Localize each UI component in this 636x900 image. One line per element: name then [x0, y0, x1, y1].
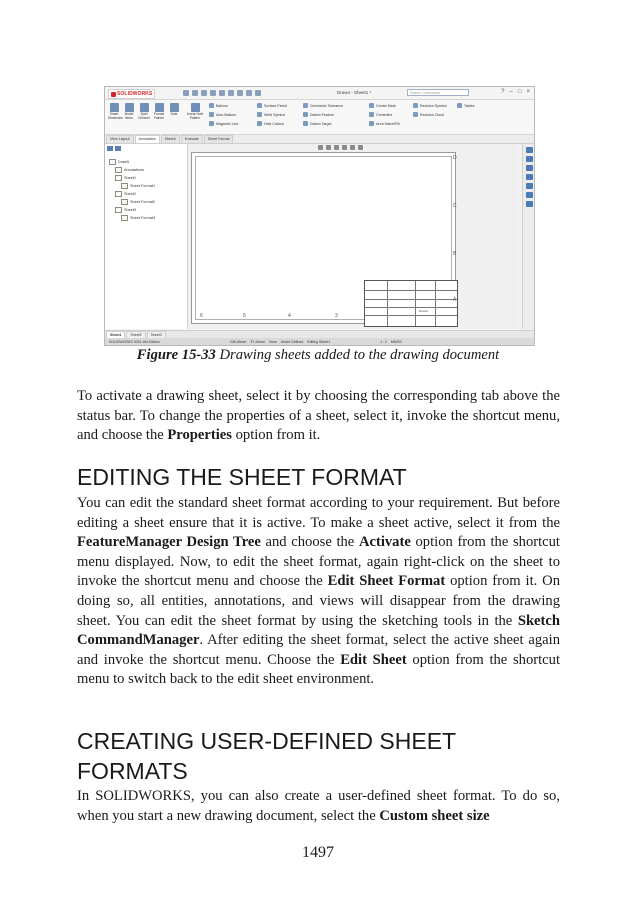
heading-user-defined-sheet-formats: CREATING USER-DEFINED SHEET FORMATS: [77, 728, 456, 784]
previous-view-icon[interactable]: [334, 145, 339, 150]
panel-toolbar: [107, 146, 121, 151]
surface-finish-icon: [257, 103, 262, 108]
tree-item-sheet1[interactable]: Sheet1: [109, 174, 155, 182]
revision-cloud-icon: [413, 112, 418, 117]
design-library-icon[interactable]: [526, 156, 533, 162]
tables-button[interactable]: Tables: [457, 103, 474, 108]
custom-properties-icon[interactable]: [526, 192, 533, 198]
datum-feature-button[interactable]: Datum Feature: [303, 112, 334, 117]
solidworks-logo[interactable]: [108, 89, 155, 99]
datum-target-icon: [303, 121, 308, 126]
zone-letters-right: D C B A: [453, 155, 457, 303]
zone-number: 5: [243, 313, 246, 319]
quick-access-toolbar: [183, 90, 261, 96]
heads-up-toolbar: [318, 145, 363, 150]
document-title: Draw4 - Sheet1 *: [337, 90, 372, 95]
area-hatch-button[interactable]: Area Hatch/Fill: [369, 121, 400, 126]
heading-editing-sheet-format: EDITING THE SHEET FORMAT: [77, 464, 407, 490]
datum-target-button[interactable]: Datum Target: [303, 121, 332, 126]
spell-checker-button[interactable]: Spell Checker: [138, 103, 150, 120]
window-controls: [501, 89, 530, 95]
figure-screenshot: [104, 86, 535, 346]
revision-symbol-button[interactable]: Revision Symbol: [413, 103, 447, 108]
solidworks-resources-icon[interactable]: [526, 147, 533, 153]
open-icon[interactable]: [201, 90, 207, 96]
zone-number: 4: [288, 313, 291, 319]
save-icon[interactable]: [210, 90, 216, 96]
view-palette-icon[interactable]: [526, 174, 533, 180]
sheet-tab-1[interactable]: Sheet1: [106, 331, 125, 339]
property-manager-tab-icon[interactable]: [115, 146, 121, 151]
tree-item-draw[interactable]: Draw5: [109, 158, 155, 166]
balloon-button[interactable]: Balloon: [209, 103, 228, 108]
balloon-icon: [209, 103, 214, 108]
status-bar: SOLIDWORKS 2021 x64 Edition 248.46mm 37.44mm 0mm Under Defined Editing Sheet1 1 : 2 MMGS: [105, 338, 534, 345]
centerline-icon: [369, 112, 374, 117]
tree-item-annotations[interactable]: Annotations: [109, 166, 155, 174]
tables-icon: [457, 103, 462, 108]
note-button[interactable]: Note: [168, 103, 180, 117]
forum-icon[interactable]: [526, 201, 533, 207]
revision-symbol-icon: [413, 103, 418, 108]
featuremanager-tab-icon[interactable]: [107, 146, 113, 151]
print-icon[interactable]: [219, 90, 225, 96]
tab-annotation[interactable]: Annotation: [135, 135, 160, 143]
sheet-format-icon: [121, 183, 128, 189]
rebuild-icon[interactable]: [246, 90, 252, 96]
auto-balloon-icon: [209, 112, 214, 117]
paragraph-editing-sheet-format: You can edit the standard sheet format according to your requirement. But before editing a sheet ensure that it is active. To make a sheet active, select it from the FeatureManager Design Tree and choose the Activate option from the shortcut menu displayed. Now, to edit the sheet format, again right-click on the sheet to invoke the shortcut menu and choose the Edit Sheet Format option from it. On doing so, all entities, annotations, and views will disappear from the drawing sheet. You can edit the sheet format by using the sketching tools in the Sketch CommandManager. After editing the sheet format, select the active sheet again and invoke the shortcut menu. Choose the Edit Sheet option from the shortcut menu to switch back to the edit sheet environment.: [77, 495, 560, 688]
tree-list: [109, 158, 155, 222]
model-items-button[interactable]: Model Items: [123, 103, 135, 120]
tab-sheet-format[interactable]: Sheet Format: [204, 135, 234, 143]
hole-callout-icon: [257, 121, 262, 126]
tree-item-sheet-format1[interactable]: Sheet Format1: [109, 182, 155, 190]
magnetic-line-button[interactable]: Magnetic Line: [209, 121, 238, 126]
weld-symbol-button[interactable]: Weld Symbol: [257, 112, 285, 117]
linear-note-pattern-icon: [191, 103, 200, 112]
appearances-icon[interactable]: [526, 183, 533, 189]
sheet-tabs-bar: [105, 330, 534, 338]
logo-text: SOLIDWORKS: [117, 91, 153, 97]
model-items-icon: [125, 103, 134, 112]
hide-show-icon[interactable]: [358, 145, 363, 150]
sheet-tab-2[interactable]: Sheet2: [126, 331, 145, 339]
tree-item-sheet-format3[interactable]: Sheet Format3: [109, 214, 155, 222]
format-painter-icon: [155, 103, 164, 112]
minimize-icon[interactable]: –: [509, 89, 513, 95]
sheet-icon: [115, 191, 122, 197]
section-view-icon[interactable]: [342, 145, 347, 150]
title-block-label: Draw4: [419, 309, 428, 313]
spell-checker-icon: [140, 103, 149, 112]
home-icon[interactable]: [183, 90, 189, 96]
revision-cloud-button[interactable]: Revision Cloud: [413, 112, 444, 117]
sheet-format-icon: [121, 199, 128, 205]
task-pane: [522, 144, 535, 329]
file-explorer-icon[interactable]: [526, 165, 533, 171]
close-icon[interactable]: ×: [526, 89, 530, 95]
graphics-area[interactable]: [188, 144, 518, 329]
options-icon[interactable]: [255, 90, 261, 96]
sheet-tab-3[interactable]: Sheet3: [147, 331, 166, 339]
sheet-format-icon: [121, 215, 128, 221]
magnetic-line-icon: [209, 121, 214, 126]
note-icon: [170, 103, 179, 112]
display-style-icon[interactable]: [350, 145, 355, 150]
weld-symbol-icon: [257, 112, 262, 117]
logo-icon: [111, 92, 116, 97]
command-tabs: [105, 135, 534, 144]
datum-feature-icon: [303, 112, 308, 117]
tree-item-sheet-format2[interactable]: Sheet Format2: [109, 198, 155, 206]
tab-sketch[interactable]: Sketch: [161, 135, 180, 143]
linear-note-pattern-button[interactable]: Linear Note Pattern: [185, 103, 205, 120]
sheet-icon: [115, 175, 122, 181]
center-mark-button[interactable]: Center Mark: [369, 103, 396, 108]
zone-number: 6: [200, 313, 203, 319]
help-icon[interactable]: ?: [501, 89, 505, 95]
zoom-area-icon[interactable]: [326, 145, 331, 150]
surface-finish-button[interactable]: Surface Finish: [257, 103, 287, 108]
center-mark-icon: [369, 103, 374, 108]
drawing-sheet[interactable]: [191, 152, 456, 324]
zoom-to-fit-icon[interactable]: [318, 145, 323, 150]
figure-caption: [0, 347, 636, 364]
tab-evaluate[interactable]: Evaluate: [181, 135, 203, 143]
maximize-icon[interactable]: □: [517, 89, 522, 95]
new-document-icon[interactable]: [192, 90, 198, 96]
format-painter-button[interactable]: Format Painter: [153, 103, 165, 120]
smart-dimension-icon: [110, 103, 119, 112]
sheet-icon: [115, 207, 122, 213]
hole-callout-button[interactable]: Hole Callout: [257, 121, 284, 126]
paragraph-activate-sheet: To activate a drawing sheet, select it by choosing the corresponding tab above the status bar. To change the properties of a sheet, select it, invoke the shortcut menu, and choose the Properties option from it.: [77, 388, 560, 444]
geometric-tolerance-icon: [303, 103, 308, 108]
featuremanager-design-tree: [105, 144, 188, 329]
drawing-icon: [109, 159, 116, 165]
undo-icon[interactable]: [228, 90, 234, 96]
centerline-button[interactable]: Centerline: [369, 112, 392, 117]
tree-item-sheet2[interactable]: Sheet2: [109, 190, 155, 198]
tree-item-sheet3[interactable]: Sheet3: [109, 206, 155, 214]
command-manager-ribbon: [105, 100, 534, 135]
smart-dimension-button[interactable]: Smart Dimension: [108, 103, 120, 120]
annotations-icon: [115, 167, 122, 173]
paragraph-user-defined-formats: In SOLIDWORKS, you can also create a user-defined sheet format. To do so, when you start a new drawing document, select the Custom sheet size: [77, 788, 560, 824]
figure-caption-label: Figure 15-33: [136, 347, 216, 363]
tab-view-layout[interactable]: View Layout: [106, 135, 134, 143]
title-block: [364, 280, 458, 327]
select-icon[interactable]: [237, 90, 243, 96]
figure-caption-text: Drawing sheets added to the drawing document: [219, 347, 500, 363]
geometric-tolerance-button[interactable]: Geometric Tolerance: [303, 103, 343, 108]
zone-number: 3: [335, 313, 338, 319]
area-hatch-icon: [369, 121, 374, 126]
app-titlebar: [105, 87, 534, 100]
search-commands-input[interactable]: Search Commands: [407, 89, 469, 96]
page-number: 1497: [302, 844, 334, 861]
auto-balloon-button[interactable]: Auto Balloon: [209, 112, 236, 117]
